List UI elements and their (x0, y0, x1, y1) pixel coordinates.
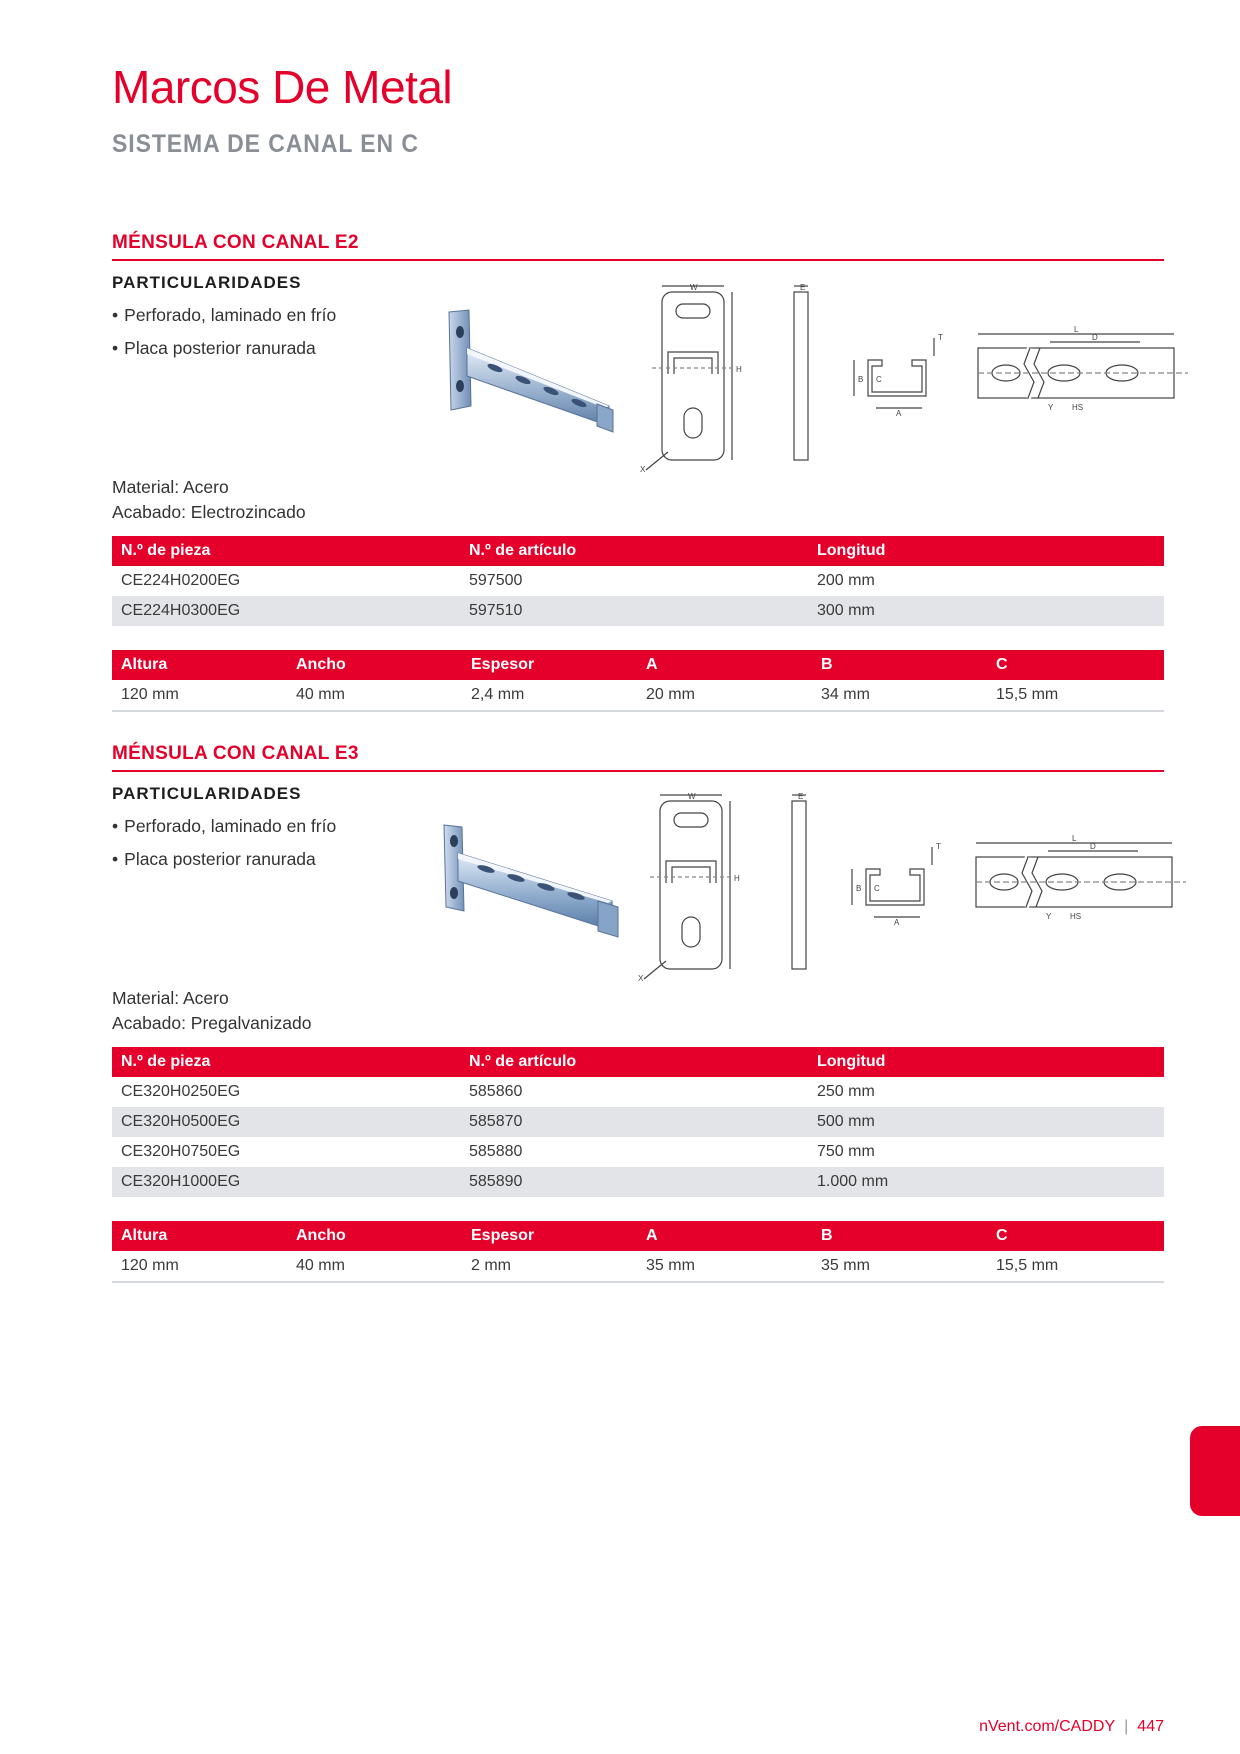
table-row (112, 566, 1164, 596)
table-cell: 597500 (469, 572, 523, 589)
dimensions-table (112, 650, 1164, 712)
section-heading: MÉNSULA CON CANAL E2 (112, 232, 1164, 261)
table-cell: 40 mm (287, 680, 462, 711)
table-cell: CE224H0300EG (112, 596, 460, 626)
page-title: Marcos De Metal (112, 61, 453, 113)
feature-item: • Placa posterior ranurada (112, 849, 316, 869)
svg-text:H: H (734, 874, 740, 883)
table-row (112, 1167, 1164, 1197)
svg-text:B: B (858, 375, 864, 384)
table-cell: 597510 (460, 596, 808, 626)
svg-text:E: E (800, 283, 806, 292)
svg-text:C: C (874, 884, 880, 893)
material-specs (112, 986, 311, 1036)
table-cell: 585860 (469, 1083, 523, 1100)
bracket-product-image (437, 308, 617, 438)
column-header: B (812, 1221, 987, 1251)
table-cell: CE320H0750EG (121, 1143, 241, 1160)
svg-text:X: X (638, 974, 644, 983)
table-cell: 34 mm (812, 680, 987, 711)
column-header: B (812, 650, 987, 680)
page-subtitle: SISTEMA DE CANAL EN C (112, 130, 419, 158)
finish-text: Acabado: Pregalvanizado (112, 1013, 312, 1033)
svg-text:T: T (936, 842, 941, 851)
material-specs (112, 475, 306, 525)
column-header: Altura (112, 650, 287, 680)
table-cell: 35 mm (812, 1251, 987, 1282)
finish-text: Acabado: Electrozincado (112, 502, 306, 522)
svg-text:E: E (798, 792, 804, 801)
svg-text:W: W (688, 792, 696, 801)
column-header: A (637, 650, 812, 680)
svg-text:L: L (1074, 325, 1079, 334)
svg-text:W: W (690, 283, 698, 292)
table-cell: 500 mm (808, 1107, 1164, 1137)
table-cell: 40 mm (287, 1251, 462, 1282)
table-cell: CE320H0250EG (121, 1083, 241, 1100)
svg-text:A: A (894, 918, 900, 927)
column-header: Longitud (808, 1047, 1164, 1077)
column-header: Ancho (287, 650, 462, 680)
page-footer (979, 1718, 1164, 1736)
table-row (112, 1137, 1164, 1167)
features-title: PARTICULARIDADES (112, 273, 302, 292)
table-cell: 2 mm (462, 1251, 637, 1282)
svg-text:Y: Y (1046, 912, 1052, 921)
table-cell: 585880 (469, 1143, 523, 1160)
material-text: Material: Acero (112, 477, 229, 497)
column-header: N.º de artículo (460, 536, 808, 566)
svg-text:L: L (1072, 834, 1077, 843)
column-header: Altura (112, 1221, 287, 1251)
table-row (112, 1077, 1164, 1107)
column-header: Ancho (287, 1221, 462, 1251)
table-cell: CE224H0200EG (121, 572, 241, 589)
table-cell: 250 mm (817, 1083, 875, 1100)
table-cell: 15,5 mm (987, 1251, 1164, 1282)
footer-separator: | (1124, 1718, 1129, 1735)
svg-text:H: H (736, 365, 742, 374)
parts-table (112, 536, 1164, 626)
table-cell: 585890 (460, 1167, 808, 1197)
feature-item: • Placa posterior ranurada (112, 338, 316, 358)
table-row (112, 1107, 1164, 1137)
svg-text:A: A (896, 409, 902, 418)
table-cell: 120 mm (112, 1251, 287, 1282)
table-cell: CE320H0500EG (112, 1107, 460, 1137)
chapter-tab (1190, 1426, 1240, 1516)
page-number: 447 (1137, 1718, 1164, 1735)
table-cell: 750 mm (817, 1143, 875, 1160)
svg-text:HS: HS (1072, 403, 1084, 412)
table-cell: 585870 (460, 1107, 808, 1137)
section-e2 (112, 232, 1164, 703)
footer-url[interactable]: nVent.com/CADDY (979, 1718, 1116, 1735)
table-row (112, 596, 1164, 626)
column-header: C (987, 650, 1164, 680)
features-title: PARTICULARIDADES (112, 784, 302, 803)
table-row (112, 1251, 1164, 1282)
table-cell: 1.000 mm (808, 1167, 1164, 1197)
section-e3 (112, 743, 1164, 1274)
svg-text:B: B (856, 884, 862, 893)
svg-text:D: D (1090, 842, 1096, 851)
table-cell: 20 mm (637, 680, 812, 711)
column-header: N.º de artículo (460, 1047, 808, 1077)
svg-text:HS: HS (1070, 912, 1082, 921)
table-cell: 120 mm (112, 680, 287, 711)
column-header: A (637, 1221, 812, 1251)
table-cell: 35 mm (637, 1251, 812, 1282)
svg-text:T: T (938, 333, 943, 342)
table-cell: 2,4 mm (462, 680, 637, 711)
feature-item: • Perforado, laminado en frío (112, 816, 337, 836)
table-cell: 300 mm (808, 596, 1164, 626)
bracket-product-image (430, 823, 620, 951)
column-header: Longitud (808, 536, 1164, 566)
parts-table (112, 1047, 1164, 1197)
table-row (112, 680, 1164, 711)
column-header: N.º de pieza (112, 536, 460, 566)
technical-drawings (632, 274, 1240, 474)
column-header: Espesor (462, 650, 637, 680)
svg-text:D: D (1092, 333, 1098, 342)
material-text: Material: Acero (112, 988, 229, 1008)
table-cell: 200 mm (817, 572, 875, 589)
technical-drawings (630, 783, 1240, 983)
svg-text:X: X (640, 465, 646, 474)
section-heading: MÉNSULA CON CANAL E3 (112, 743, 1164, 772)
column-header: C (987, 1221, 1164, 1251)
column-header: Espesor (462, 1221, 637, 1251)
table-cell: CE320H1000EG (112, 1167, 460, 1197)
svg-text:C: C (876, 375, 882, 384)
svg-text:Y: Y (1048, 403, 1054, 412)
feature-item: • Perforado, laminado en frío (112, 305, 337, 325)
dimensions-table (112, 1221, 1164, 1283)
table-cell: 15,5 mm (987, 680, 1164, 711)
column-header: N.º de pieza (112, 1047, 460, 1077)
